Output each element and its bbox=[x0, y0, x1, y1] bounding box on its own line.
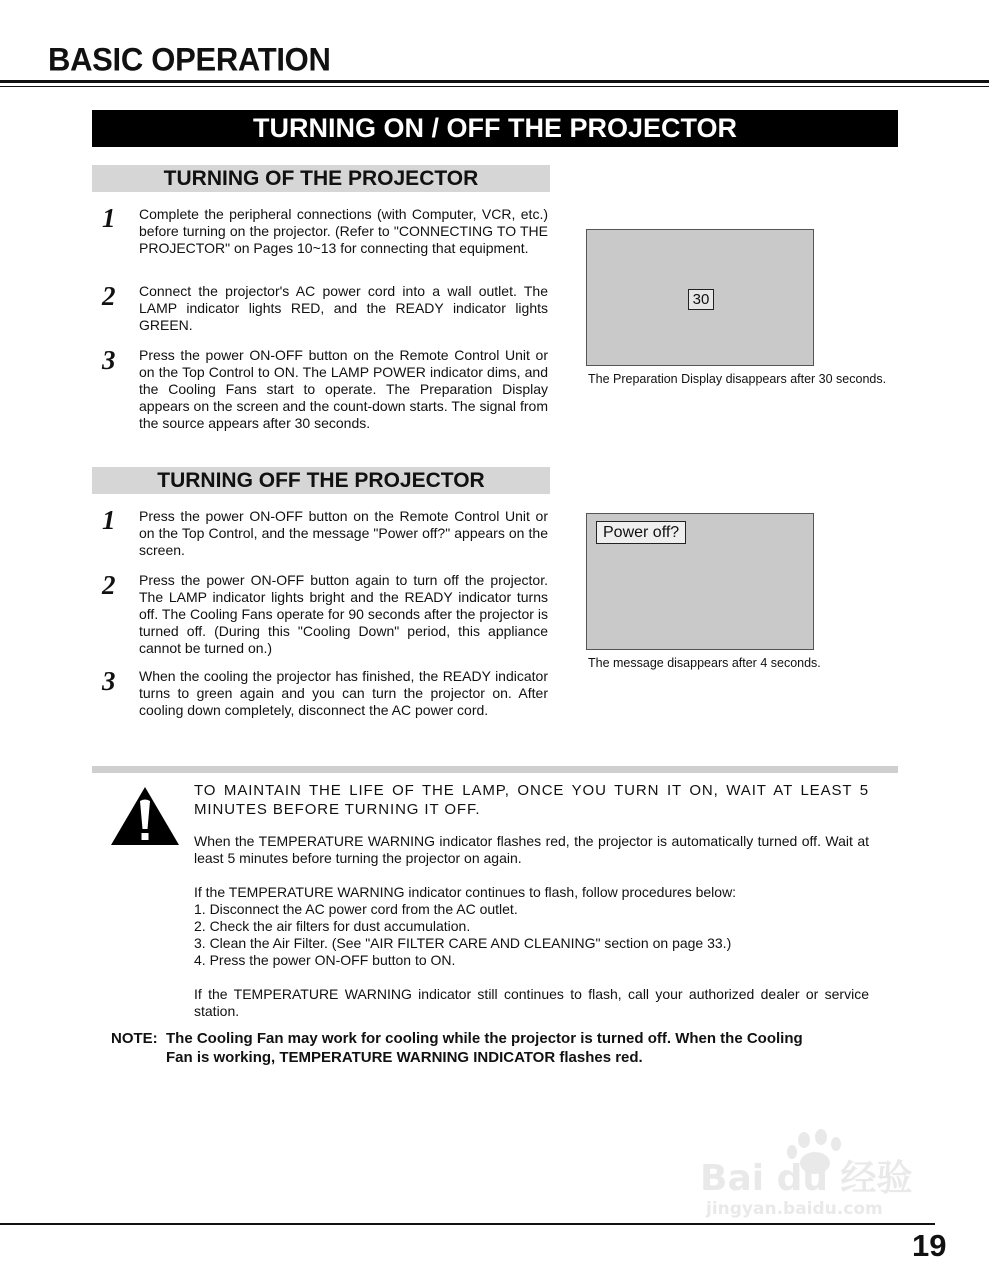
on-step-1-number: 1 bbox=[102, 203, 116, 233]
on-step-2-number: 2 bbox=[102, 281, 116, 311]
off-step-3-text: When the cooling the projector has finished, the READY indicator turns to green again and you can turn the projector on. After cooling down completely, disconnect the AC power cord. bbox=[139, 668, 548, 718]
warning-triangle-icon bbox=[109, 785, 181, 847]
off-step-1-text: Press the power ON-OFF button on the Remote Control Unit or on the Top Control, and the message "Power off?" appears on the screen. bbox=[139, 508, 548, 558]
countdown-counter: 30 bbox=[688, 289, 714, 310]
warning-paragraph-1: When the TEMPERATURE WARNING indicator flashes red, the projector is automatically turned off. Wait at least 5 minutes before turning the projector on again. bbox=[194, 833, 869, 866]
note-label: NOTE: bbox=[111, 1030, 158, 1047]
warning-list-item: 3. Clean the Air Filter. (See "AIR FILTER CARE AND CLEANING" section on page 33.) bbox=[194, 935, 732, 951]
note-line-1: The Cooling Fan may work for cooling while the projector is turned off. When the Cooling bbox=[166, 1030, 803, 1047]
warning-list-intro: If the TEMPERATURE WARNING indicator continues to flash, follow procedures below: bbox=[194, 884, 737, 900]
off-step-2-text: Press the power ON-OFF button again to turn off the projector. The LAMP indicator lights bright and the READY indicator turns off. The Cooling Fans operate for 90 seconds after the projector is turned off. (During this "Cooling Down" period, this appliance cannot be turned on.) bbox=[139, 572, 548, 656]
watermark-url: jingyan.baidu.com bbox=[706, 1199, 883, 1218]
turning-off-heading bbox=[92, 467, 550, 494]
footer-rule bbox=[0, 1223, 935, 1225]
warning-paragraph-2: If the TEMPERATURE WARNING indicator still continues to flash, call your authorized dealer or service station. bbox=[194, 986, 869, 1019]
header-rule-thin bbox=[0, 86, 989, 87]
preparation-caption: The Preparation Display disappears after 30 seconds. bbox=[588, 372, 887, 386]
on-step-2-text: Connect the projector's AC power cord into a wall outlet. The LAMP indicator lights RED, and the READY indicator lights GREEN. bbox=[139, 283, 548, 333]
turning-on-heading bbox=[92, 165, 550, 192]
turning-on-heading-text: TURNING OF THE PROJECTOR bbox=[163, 167, 479, 190]
baidu-watermark-logo bbox=[700, 1128, 940, 1218]
off-step-1-number: 1 bbox=[102, 505, 116, 535]
off-step-2-number: 2 bbox=[102, 570, 116, 600]
warning-list-item: 4. Press the power ON-OFF button to ON. bbox=[194, 952, 456, 968]
warning-list-item: 2. Check the air filters for dust accumulation. bbox=[194, 918, 471, 934]
off-step-3-number: 3 bbox=[102, 666, 116, 696]
turning-off-heading-text: TURNING OFF THE PROJECTOR bbox=[157, 469, 485, 492]
power-off-message: Power off? bbox=[596, 521, 686, 544]
power-off-caption: The message disappears after 4 seconds. bbox=[588, 656, 821, 670]
warning-list-item: 1. Disconnect the AC power cord from the AC outlet. bbox=[194, 901, 518, 917]
page-title: BASIC OPERATION bbox=[48, 41, 331, 78]
on-step-3-text: Press the power ON-OFF button on the Remote Control Unit or on the Top Control to ON. The LAMP POWER indicator dims, and the Cooling Fans start to operate. The Preparation Display appears on the screen and the count-down starts. The signal from the source appears after 30 seconds. bbox=[139, 347, 548, 431]
on-step-1-text: Complete the peripheral connections (with Computer, VCR, etc.) before turning on the projector. (Refer to "CONNECTING TO THE PROJECTOR" on Pages 10~13 for connecting that equipment. bbox=[139, 206, 548, 256]
section-banner: TURNING ON / OFF THE PROJECTOR bbox=[92, 110, 898, 147]
warning-lead-text: TO MAINTAIN THE LIFE OF THE LAMP, ONCE YOU TURN IT ON, WAIT AT LEAST 5 MINUTES BEFORE TURNING IT OFF. bbox=[194, 782, 869, 818]
header-rule bbox=[0, 80, 989, 83]
page-number: 19 bbox=[912, 1228, 947, 1263]
on-step-3-number: 3 bbox=[102, 345, 116, 375]
warning-divider bbox=[92, 766, 898, 773]
watermark-brand: Bai du 经验 bbox=[700, 1158, 913, 1199]
note-line-2: Fan is working, TEMPERATURE WARNING INDICATOR flashes red. bbox=[166, 1049, 643, 1066]
